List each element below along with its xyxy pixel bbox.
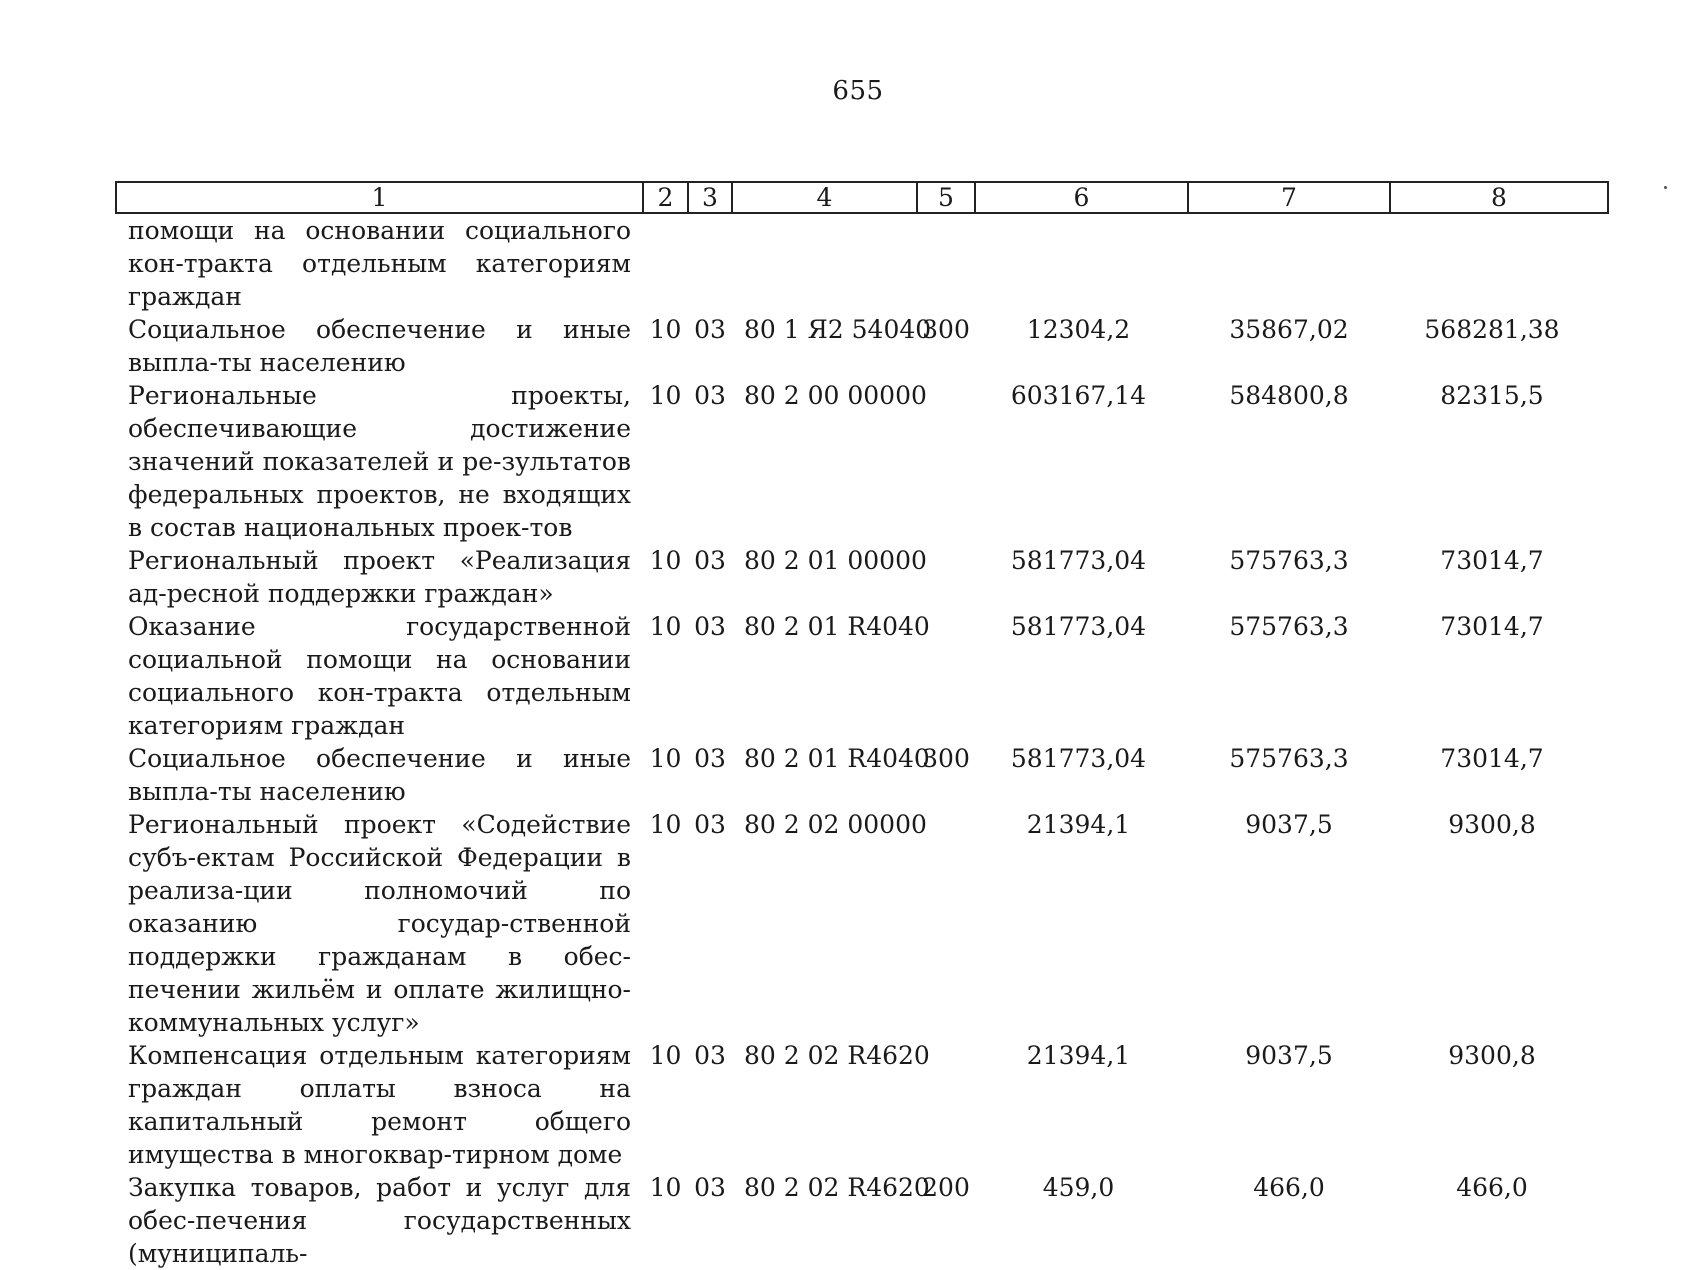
- header-col-6: 6: [975, 182, 1188, 213]
- header-col-4: 4: [732, 182, 917, 213]
- scan-artifact-dot: [1664, 186, 1667, 189]
- row-section: 10: [649, 315, 682, 344]
- table-row: [116, 808, 1608, 1039]
- row-amount-col8: 82315,5: [1440, 381, 1544, 410]
- row-subsection: 03: [694, 1041, 726, 1070]
- row-section: 10: [649, 1041, 682, 1070]
- table-header: [116, 182, 1608, 213]
- table-row: [116, 610, 1608, 742]
- table-row: [116, 544, 1608, 610]
- row-target-code: 80 1 Я2 54040: [744, 315, 932, 344]
- table-row: [116, 313, 1608, 379]
- row-amount-col7: 575763,3: [1229, 546, 1349, 575]
- page-number: 655: [832, 76, 884, 106]
- budget-table: [115, 181, 1609, 1270]
- row-amount-col7: 466,0: [1253, 1173, 1325, 1202]
- row-amount-col7: [1188, 213, 1390, 313]
- row-section: 10: [649, 381, 682, 410]
- row-amount-col7: 584800,8: [1229, 381, 1349, 410]
- row-target-code: [732, 213, 917, 313]
- row-amount-col8: 9300,8: [1448, 810, 1536, 839]
- row-subsection: 03: [694, 546, 726, 575]
- row-description: Социальное обеспечение и иные выпла-ты населению: [128, 315, 631, 377]
- row-amount-col6: 21394,1: [1026, 1041, 1131, 1070]
- row-subsection: 03: [694, 810, 726, 839]
- row-amount-col7: 9037,5: [1245, 810, 1333, 839]
- row-description: Региональные проекты, обеспечивающие достижение значений показателей и ре-зультатов федеральных проектов, не входящих в состав национальных проек-тов: [128, 381, 631, 542]
- row-subsection: [688, 213, 732, 313]
- header-row: [116, 182, 1608, 213]
- row-amount-col7: 9037,5: [1245, 1041, 1333, 1070]
- row-amount-col6: 12304,2: [1026, 315, 1131, 344]
- table-row: [116, 1171, 1608, 1270]
- row-amount-col8: 9300,8: [1448, 1041, 1536, 1070]
- row-section: 10: [649, 612, 682, 641]
- row-description: Оказание государственной социальной помощи на основании социального кон-тракта отдельным категориям граждан: [128, 612, 631, 740]
- header-col-3: 3: [688, 182, 732, 213]
- row-target-code: 80 2 01 00000: [744, 546, 927, 575]
- row-amount-col6: 603167,14: [1010, 381, 1147, 410]
- row-expense-type: [917, 808, 975, 1039]
- row-expense-type: 200: [922, 1173, 970, 1202]
- row-expense-type: [917, 213, 975, 313]
- row-amount-col8: 73014,7: [1440, 744, 1544, 773]
- row-section: 10: [649, 1173, 682, 1202]
- row-amount-col6: 459,0: [1042, 1173, 1115, 1202]
- table-row: [116, 1039, 1608, 1171]
- row-amount-col8: 466,0: [1456, 1173, 1528, 1202]
- row-description: Региональный проект «Реализация ад-ресной поддержки граждан»: [128, 546, 631, 608]
- row-target-code: 80 2 02 00000: [744, 810, 927, 839]
- row-amount-col6: 21394,1: [1026, 810, 1131, 839]
- row-amount-col8: [1390, 213, 1608, 313]
- table-row: [116, 742, 1608, 808]
- header-col-8: 8: [1390, 182, 1608, 213]
- row-description: Социальное обеспечение и иные выпла-ты населению: [128, 744, 631, 806]
- row-expense-type: 300: [922, 744, 970, 773]
- row-amount-col8: 73014,7: [1440, 546, 1544, 575]
- row-amount-col7: 575763,3: [1229, 612, 1349, 641]
- header-col-7: 7: [1188, 182, 1390, 213]
- row-amount-col7: 35867,02: [1229, 315, 1349, 344]
- row-subsection: 03: [694, 744, 726, 773]
- row-subsection: 03: [694, 612, 726, 641]
- row-subsection: 03: [694, 381, 726, 410]
- header-col-2: 2: [643, 182, 688, 213]
- header-col-5: 5: [917, 182, 975, 213]
- row-amount-col6: 581773,04: [1010, 546, 1147, 575]
- row-description: Региональный проект «Содействие субъ-ектам Российской Федерации в реализа-ции полномочий по оказанию государ-ственной поддержки гражданам в обес-печении жильём и оплате жилищно-коммунальных услуг»: [128, 810, 631, 1037]
- row-section: 10: [649, 744, 682, 773]
- row-target-code: 80 2 02 R4620: [744, 1041, 930, 1070]
- row-target-code: 80 2 01 R4040: [744, 744, 930, 773]
- header-col-1: 1: [116, 182, 643, 213]
- row-expense-type: 300: [922, 315, 970, 344]
- row-amount-col7: 575763,3: [1229, 744, 1349, 773]
- row-amount-col6: 581773,04: [1010, 612, 1147, 641]
- row-amount-col6: 581773,04: [1010, 744, 1147, 773]
- row-amount-col8: 568281,38: [1424, 315, 1560, 344]
- row-description: помощи на основании социального кон-тракта отдельным категориям граждан: [128, 216, 631, 311]
- row-section: 10: [649, 810, 682, 839]
- row-subsection: 03: [694, 315, 726, 344]
- row-target-code: 80 2 02 R4620: [744, 1173, 930, 1202]
- row-description: Закупка товаров, работ и услуг для обес-печения государственных (муниципаль-: [128, 1173, 631, 1268]
- table-row: [116, 379, 1608, 544]
- row-section: 10: [649, 546, 682, 575]
- row-subsection: 03: [694, 1173, 726, 1202]
- row-section: [643, 213, 688, 313]
- row-target-code: 80 2 01 R4040: [744, 612, 930, 641]
- table-row: [116, 213, 1608, 313]
- row-description: Компенсация отдельным категориям граждан оплаты взноса на капитальный ремонт общего имущества в многоквар-тирном доме: [128, 1041, 631, 1169]
- table-body: [116, 213, 1608, 1270]
- row-target-code: 80 2 00 00000: [744, 381, 927, 410]
- row-amount-col8: 73014,7: [1440, 612, 1544, 641]
- row-amount-col6: [975, 213, 1188, 313]
